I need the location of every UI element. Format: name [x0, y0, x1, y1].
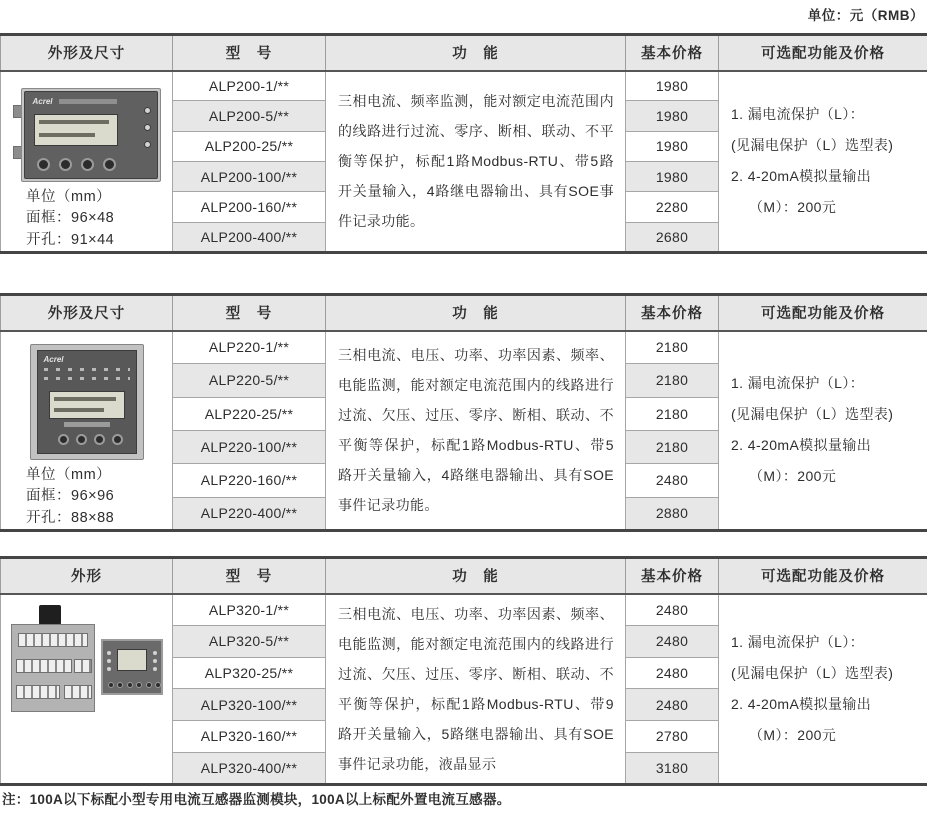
price-cell: 2180: [626, 364, 719, 397]
device-button: [155, 682, 161, 688]
pricing-table-alp220: [0, 293, 927, 532]
table-header-row: [1, 35, 927, 71]
model-cell: ALP200-1/**: [173, 71, 326, 101]
option-line: （M）：200元: [749, 726, 837, 743]
model-cell: ALP320-100/**: [173, 689, 326, 721]
price-cell: 1980: [626, 161, 719, 191]
col-header-price: 基本价格: [626, 35, 719, 71]
price-cell: 1980: [626, 101, 719, 131]
lcd-screen: [49, 391, 125, 419]
device-button: [136, 682, 142, 688]
option-line: （M）：200元: [749, 468, 837, 485]
outline-cell-alp200: [1, 71, 173, 253]
col-header-model: 型 号: [173, 295, 326, 331]
led-icon: [145, 125, 150, 130]
device-button: [146, 682, 152, 688]
device-button: [127, 682, 133, 688]
col-header-outline: 外形及尺寸: [1, 295, 173, 331]
price-cell: 2680: [626, 222, 719, 252]
outline-cell-alp320: [1, 594, 173, 785]
table-row: [1, 331, 927, 364]
lcd-text-line: [39, 120, 109, 124]
dims-line: 开孔：91×44: [26, 231, 115, 248]
model-cell: ALP220-160/**: [173, 464, 326, 497]
col-header-function: 功 能: [326, 295, 626, 331]
dims-line: 单位（mm）: [26, 466, 112, 483]
price-cell: 2880: [626, 497, 719, 530]
option-line: 1. 漏电流保护（L）：: [731, 106, 865, 123]
col-header-function: 功 能: [326, 558, 626, 594]
pricing-table-alp320: [0, 556, 927, 786]
device-button: [76, 434, 87, 445]
col-header-function: 功 能: [326, 35, 626, 71]
unit-label: 单位：元（RMB）: [807, 8, 924, 23]
dims-line: 单位（mm）: [26, 188, 112, 205]
product-image-alp320: [11, 605, 163, 717]
price-cell: 3180: [626, 752, 719, 784]
price-cell: 2180: [626, 331, 719, 364]
price-cell: 2280: [626, 192, 719, 222]
product-image-alp220: [30, 344, 144, 460]
col-header-options: 可选配功能及价格: [719, 558, 927, 594]
option-line: (见漏电保护（L）选型表): [731, 664, 894, 681]
terminal-strip: [74, 659, 92, 673]
option-line: 1. 漏电流保护（L）：: [731, 633, 865, 650]
col-header-price: 基本价格: [626, 558, 719, 594]
device-button: [59, 158, 72, 171]
price-cell: 2180: [626, 397, 719, 430]
device-button: [37, 158, 50, 171]
device-button: [58, 434, 69, 445]
display-panel: [101, 639, 163, 695]
option-line: (见漏电保护（L）选型表): [731, 137, 894, 154]
price-cell: 1980: [626, 131, 719, 161]
device-front: [37, 350, 137, 454]
model-cell: ALP200-400/**: [173, 222, 326, 252]
col-header-options: 可选配功能及价格: [719, 295, 927, 331]
options-cell: [719, 331, 927, 531]
indicator-leds: [145, 108, 150, 147]
lcd-text-line: [39, 133, 95, 137]
model-cell: ALP200-5/**: [173, 101, 326, 131]
model-cell: ALP220-5/**: [173, 364, 326, 397]
led-icon: [145, 108, 150, 113]
price-cell: 2180: [626, 430, 719, 463]
indicator-leds: [44, 368, 130, 384]
led-icon: [107, 659, 111, 663]
brand-logo: Acrel: [32, 96, 53, 106]
outline-cell-alp220: [1, 331, 173, 531]
options-cell: [719, 71, 927, 253]
price-cell: 2480: [626, 594, 719, 626]
table-row: [1, 71, 927, 101]
lcd-text-line: [54, 397, 116, 401]
price-cell: 2480: [626, 625, 719, 657]
model-cell: ALP220-25/**: [173, 397, 326, 430]
led-icon: [107, 651, 111, 655]
device-buttons: [58, 434, 123, 445]
model-cell: ALP220-400/**: [173, 497, 326, 530]
option-line: 2. 4-20mA模拟量输出: [731, 695, 872, 712]
dimension-text: [1, 187, 172, 252]
device-buttons: [108, 682, 162, 688]
table-header-row: [1, 558, 927, 594]
option-line: 2. 4-20mA模拟量输出: [731, 437, 872, 454]
device-buttons: [37, 158, 116, 171]
table-header-row: [1, 295, 927, 331]
model-cell: ALP220-100/**: [173, 430, 326, 463]
device-button: [103, 158, 116, 171]
device-front: [24, 91, 158, 179]
option-line: 1. 漏电流保护（L）：: [731, 375, 865, 392]
price-cell: 2480: [626, 657, 719, 689]
measurement-module: [11, 624, 95, 712]
terminal-strip: [64, 685, 92, 699]
model-cell: ALP220-1/**: [173, 331, 326, 364]
options-cell: [719, 594, 927, 785]
led-icon: [153, 659, 157, 663]
option-line: （M）：200元: [749, 199, 837, 216]
model-cell: ALP200-25/**: [173, 131, 326, 161]
device-title-bar: [64, 422, 110, 427]
dims-line: 面框：96×96: [26, 488, 115, 504]
terminal-strip: [16, 659, 72, 673]
lcd-screen: [34, 114, 118, 146]
device-button: [94, 434, 105, 445]
price-cell: 1980: [626, 71, 719, 101]
price-cell: 2480: [626, 689, 719, 721]
col-header-model: 型 号: [173, 558, 326, 594]
brand-logo: Acrel: [43, 354, 64, 364]
device-button: [108, 682, 114, 688]
device-button: [112, 434, 123, 445]
led-icon: [153, 651, 157, 655]
terminal-connector: [39, 605, 61, 625]
model-cell: ALP320-25/**: [173, 657, 326, 689]
function-cell: 三相电流、频率监测，能对额定电流范围内的线路进行过流、零序、断相、联动、不平衡等保护，标配1路Modbus-RTU、带5路开关量输入，4路继电器输出、具有SOE事件记录功能。: [326, 71, 626, 253]
model-cell: ALP320-1/**: [173, 594, 326, 626]
price-cell: 2480: [626, 464, 719, 497]
lcd-text-line: [54, 408, 104, 412]
col-header-options: 可选配功能及价格: [719, 35, 927, 71]
model-cell: ALP320-160/**: [173, 721, 326, 753]
dims-line: 面框：96×48: [26, 210, 115, 226]
product-image-alp200: [13, 88, 161, 182]
price-cell: 2780: [626, 721, 719, 753]
terminal-strip: [16, 685, 60, 699]
model-cell: ALP320-5/**: [173, 625, 326, 657]
option-line: 2. 4-20mA模拟量输出: [731, 168, 872, 185]
col-header-model: 型 号: [173, 35, 326, 71]
col-header-price: 基本价格: [626, 295, 719, 331]
dimension-text: [1, 465, 172, 530]
footnote: 注：100A以下标配小型专用电流互感器监测模块，100A以上标配外置电流互感器。: [2, 792, 511, 807]
device-title-bar: [59, 99, 117, 104]
col-header-outline: 外形及尺寸: [1, 35, 173, 71]
function-cell: 三相电流、电压、功率、功率因素、频率、电能监测，能对额定电流范围内的线路进行过流、欠压、过压、零序、断相、联动、不平衡等保护，标配1路Modbus-RTU、带5路开关量输入，4路继电器输出、具有SOE事件记录功能。: [326, 331, 626, 531]
model-cell: ALP320-400/**: [173, 752, 326, 784]
terminal-strip: [18, 633, 88, 647]
led-icon: [145, 142, 150, 147]
dims-line: 开孔：88×88: [26, 509, 115, 526]
lcd-screen: [117, 649, 147, 671]
model-cell: ALP200-100/**: [173, 161, 326, 191]
led-icon: [107, 667, 111, 671]
function-cell: 三相电流、电压、功率、功率因素、频率、电能监测，能对额定电流范围内的线路进行过流、欠压、过压、零序、断相、联动、不平衡等保护，标配1路Modbus-RTU、带9路开关量输入，5路继电器输出、具有SOE事件记录功能，液晶显示: [326, 594, 626, 785]
device-button: [117, 682, 123, 688]
led-icon: [153, 667, 157, 671]
pricing-table-alp200: [0, 33, 927, 254]
option-line: (见漏电保护（L）选型表): [731, 406, 894, 423]
model-cell: ALP200-160/**: [173, 192, 326, 222]
table-row: [1, 594, 927, 626]
col-header-outline: 外形: [1, 558, 173, 594]
device-button: [81, 158, 94, 171]
